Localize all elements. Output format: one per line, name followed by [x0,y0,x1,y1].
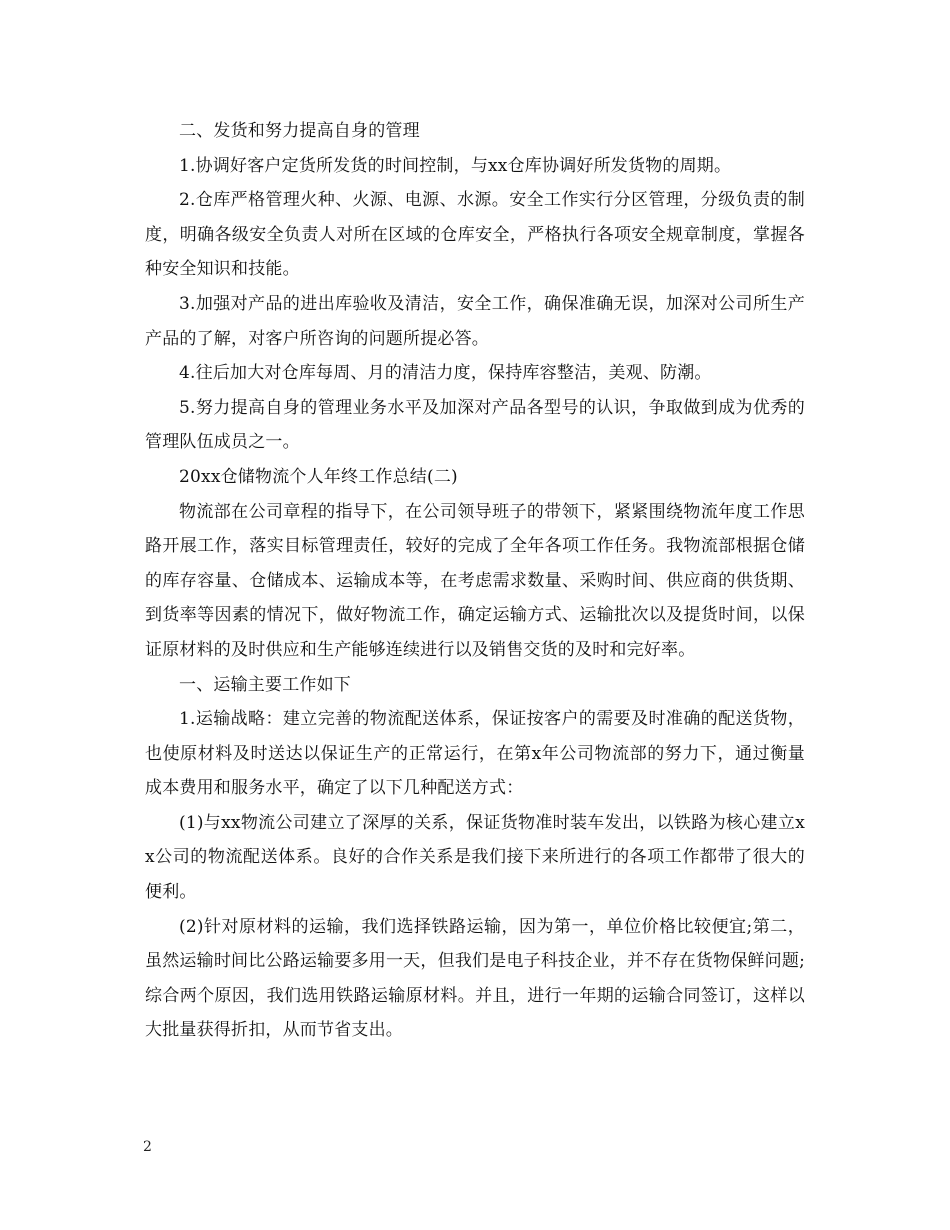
paragraph-intro: 物流部在公司章程的指导下，在公司领导班子的带领下，紧紧围绕物流年度工作思路开展工作，落实目标管理责任，较好的完成了全年各项工作任务。我物流部根据仓储的库存容量、仓储成本、运输成本等，在考虑需求数量、采购时间、供应商的供货期、到货率等因素的情况下，做好物流工作，确定运输方式、运输批次以及提货时间，以保证原材料的及时供应和生产能够连续进行以及销售交货的及时和完好率。 [145,501,805,660]
section-heading-shipping-management: 二、发货和努力提高自身的管理 [179,121,420,141]
paragraph-transport-strategy: 1.运输战略：建立完善的物流配送体系，保证按客户的需要及时准确的配送货物，也使原材料及时送达以保证生产的正常运行，在第x年公司物流部的努力下，通过衡量成本费用和服务水平，确定了以下几种配送方式： [145,709,805,799]
section-heading-transport: 一、运输主要工作如下 [179,674,351,695]
paragraph-transport-point-2: (2)针对原材料的运输，我们选择铁路运输，因为第一，单位价格比较便宜;第二，虽然运输时间比公路运输要多用一天，但我们是电子科技企业，并不存在货物保鲜问题;综合两个原因，我们选用铁路运输原材料。并且，进行一年期的运输合同签订，这样以大批量获得折扣，从而节省支出。 [145,916,805,1041]
page-number: 2 [143,1139,152,1155]
paragraph-transport-point-1: (1)与xx物流公司建立了深厚的关系，保证货物准时装车发出，以铁路为核心建立xx公司的物流配送体系。良好的合作关系是我们接下来所进行的各项工作都带了很大的便利。 [145,812,805,903]
paragraph-item-1: 1.协调好客户定货所发货的时间控制，与xx仓库协调好所发货物的周期。 [179,155,732,176]
document-body [145,114,805,1048]
paragraph-item-2: 2.仓库严格管理火种、火源、电源、水源。安全工作实行分区管理，分级负责的制度，明确各级安全负责人对所在区域的仓库安全，严格执行各项安全规章制度，掌握各种安全知识和技能。 [145,190,805,280]
paragraph-item-4: 4.往后加大对仓库每周、月的清洁力度，保持库容整洁，美观、防潮。 [179,363,712,384]
paragraph-item-5: 5.努力提高自身的管理业务水平及加深对产品各型号的认识，争取做到成为优秀的管理队伍成员之一。 [145,397,805,453]
document-title-part-two: 20xx仓储物流个人年终工作总结(二) [179,466,458,487]
paragraph-item-3: 3.加强对产品的进出库验收及清洁，安全工作，确保准确无误，加深对公司所生产产品的了解，对客户所咨询的问题所提必答。 [145,293,805,349]
